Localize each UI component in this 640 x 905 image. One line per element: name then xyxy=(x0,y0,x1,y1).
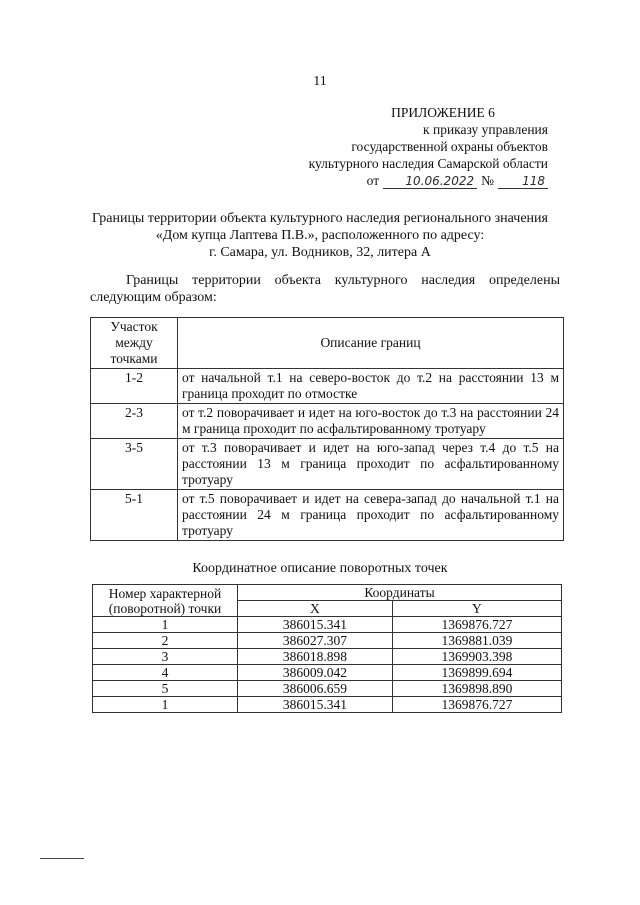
table-row xyxy=(93,681,562,697)
table-row xyxy=(91,439,564,490)
x-cell: 386027.307 xyxy=(238,633,393,649)
table-row xyxy=(93,665,562,681)
table-row xyxy=(93,617,562,633)
segment-cell: 1-2 xyxy=(91,369,178,404)
table-row xyxy=(93,697,562,713)
description-cell: от т.2 поворачивает и идет на юго-восток до т.3 на расстоянии 24 м граница проходит по асфальтированному тротуару xyxy=(178,404,564,439)
description-cell: от начальной т.1 на северо-восток до т.2 на расстоянии 13 м граница проходит по отмостке xyxy=(178,369,564,404)
segment-cell: 5-1 xyxy=(91,490,178,541)
x-cell: 386015.341 xyxy=(238,617,393,633)
x-cell: 386018.898 xyxy=(238,649,393,665)
header-segment: Участок между точками xyxy=(91,318,178,369)
appendix-line-3: культурного наследия Самарской области xyxy=(308,156,548,171)
appendix-block xyxy=(258,104,548,189)
coordinates-title: Координатное описание поворотных точек xyxy=(192,561,448,576)
y-cell: 1369876.727 xyxy=(392,617,561,633)
order-date: 10.06.2022 xyxy=(383,175,477,189)
from-label: от xyxy=(366,173,380,188)
header-coordinates: Координаты xyxy=(238,585,562,601)
point-cell: 3 xyxy=(93,649,238,665)
header-y: Y xyxy=(392,601,561,617)
y-cell: 1369898.890 xyxy=(392,681,561,697)
segment-cell: 2-3 xyxy=(91,404,178,439)
header-point: Номер характерной (поворотной) точки xyxy=(93,585,238,617)
table-row xyxy=(91,369,564,404)
table-row xyxy=(93,649,562,665)
point-cell: 4 xyxy=(93,665,238,681)
point-cell: 2 xyxy=(93,633,238,649)
header-description: Описание границ xyxy=(178,318,564,369)
boundaries-table xyxy=(90,317,564,541)
intro-paragraph: Границы территории объекта культурного наследия определены следующим образом: xyxy=(90,273,560,305)
x-cell: 386015.341 xyxy=(238,697,393,713)
point-cell: 1 xyxy=(93,617,238,633)
order-number: 118 xyxy=(498,175,548,189)
y-cell: 1369881.039 xyxy=(392,633,561,649)
appendix-line-2: государственной охраны объектов xyxy=(351,139,548,154)
x-cell: 386006.659 xyxy=(238,681,393,697)
header-x: X xyxy=(238,601,393,617)
y-cell: 1369899.694 xyxy=(392,665,561,681)
coordinates-header-row xyxy=(93,585,562,601)
coordinates-table xyxy=(92,584,562,713)
y-cell: 1369876.727 xyxy=(392,697,561,713)
segment-cell: 3-5 xyxy=(91,439,178,490)
heading-line-3: г. Самара, ул. Водников, 32, литера А xyxy=(209,245,431,260)
page-number: 11 xyxy=(313,74,327,89)
boundaries-header-row xyxy=(91,318,564,369)
document-heading xyxy=(60,210,580,261)
x-cell: 386009.042 xyxy=(238,665,393,681)
y-cell: 1369903.398 xyxy=(392,649,561,665)
point-cell: 1 xyxy=(93,697,238,713)
point-cell: 5 xyxy=(93,681,238,697)
heading-line-2: «Дом купца Лаптева П.В.», расположенного по адресу: xyxy=(155,228,485,243)
description-cell: от т.3 поворачивает и идет на юго-запад через т.4 до т.5 на расстоянии 13 м граница проходит по асфальтированному тротуару xyxy=(178,439,564,490)
number-label: № xyxy=(481,173,494,188)
description-cell: от т.5 поворачивает и идет на севера-запад до начальной т.1 на расстоянии 24 м граница проходит по асфальтированному тротуару xyxy=(178,490,564,541)
table-row xyxy=(91,404,564,439)
order-date-line xyxy=(258,172,548,189)
footer-divider xyxy=(40,858,84,859)
appendix-title: ПРИЛОЖЕНИЕ 6 xyxy=(391,105,495,120)
table-row xyxy=(93,633,562,649)
appendix-line-1: к приказу управления xyxy=(423,122,548,137)
table-row xyxy=(91,490,564,541)
heading-line-1: Границы территории объекта культурного наследия регионального значения xyxy=(92,211,548,226)
